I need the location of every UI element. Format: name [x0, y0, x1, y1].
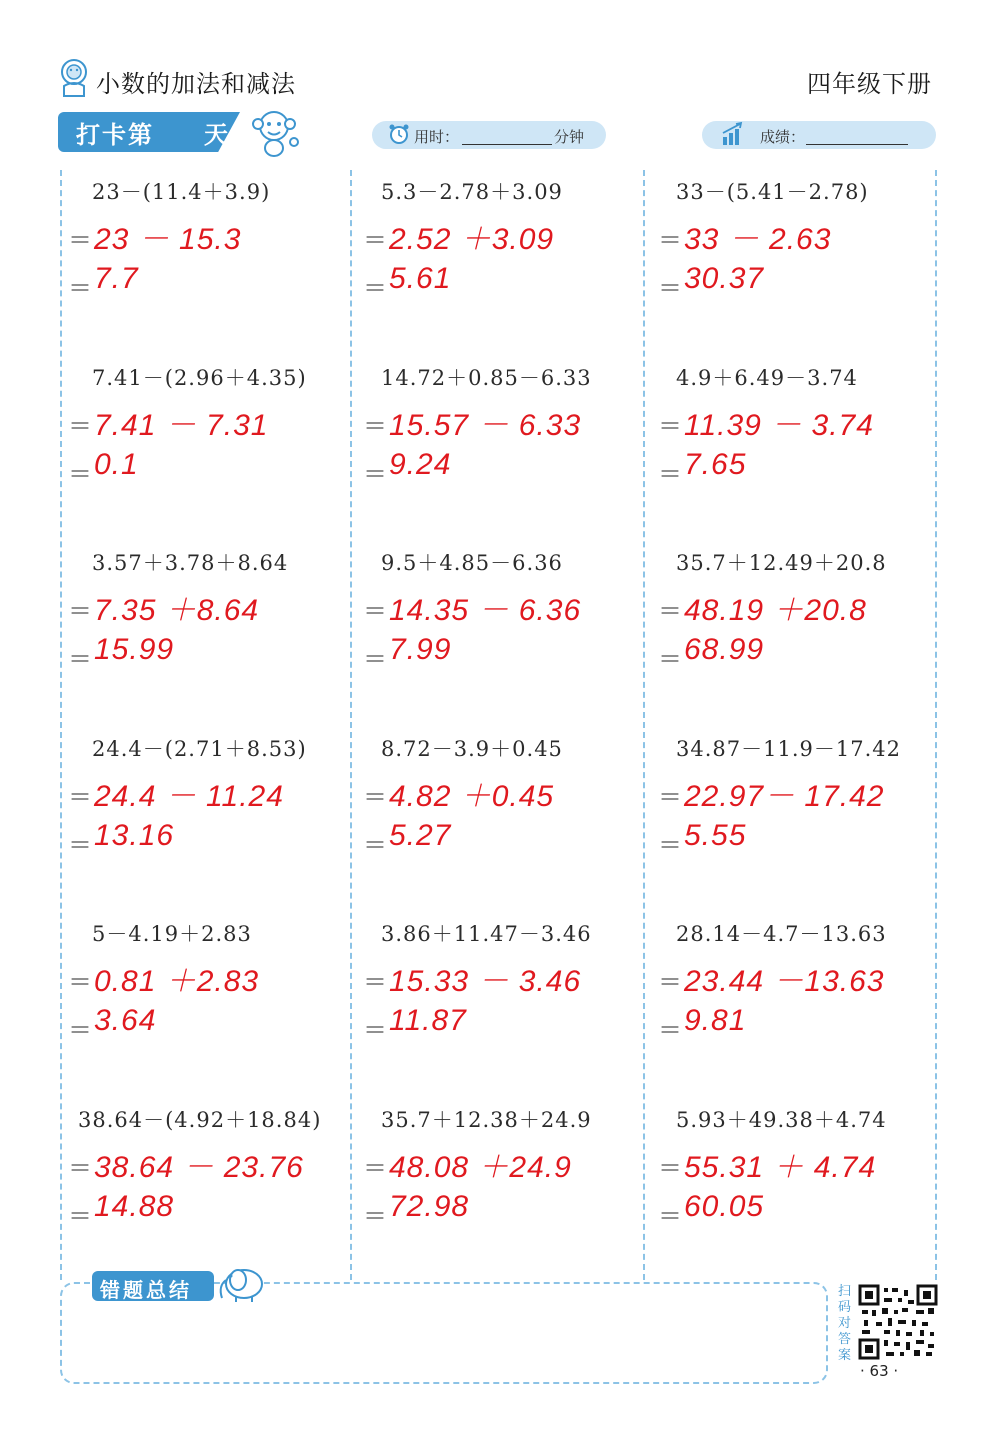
equals-sign: ＝: [363, 968, 387, 996]
handwritten-step: 33 － 2.63: [684, 223, 832, 256]
problem-expression: 4.9＋6.49－3.74: [676, 365, 858, 390]
equals-sign: ＝: [658, 459, 682, 488]
problem-expression: 38.64－(4.92＋18.84): [78, 1107, 322, 1132]
lion-logo-icon: [58, 58, 90, 98]
problem-expression: 7.41－(2.96＋4.35): [92, 365, 307, 390]
right-border-line: [935, 170, 937, 1280]
handwritten-step: 48.19 ＋20.8: [684, 594, 867, 627]
equals-sign: ＝: [658, 274, 682, 302]
elephant-icon: [214, 1262, 270, 1304]
problem-expression: 5.3－2.78＋3.09: [381, 180, 563, 204]
handwritten-step: 24.4 － 11.24: [94, 779, 284, 813]
page-number: · 63 ·: [860, 1362, 899, 1380]
handwritten-step: 14.35 － 6.36: [389, 594, 582, 627]
handwritten-step: 11.39 － 3.74: [684, 408, 874, 442]
time-unit: 分钟: [554, 128, 585, 146]
handwritten-step: 7.35 ＋8.64: [94, 594, 260, 627]
handwritten-answer: 9.24: [389, 447, 452, 481]
score-blank[interactable]: [806, 144, 908, 145]
problem-expression: 35.7＋12.49＋20.8: [676, 551, 887, 575]
equals-sign: ＝: [68, 226, 92, 254]
time-blank[interactable]: [462, 144, 552, 145]
equals-sign: ＝: [68, 1153, 92, 1182]
problem-expression: 8.72－3.9＋0.45: [381, 736, 563, 761]
handwritten-step: 55.31 ＋ 4.74: [684, 1150, 877, 1184]
handwritten-step: 4.82 ＋0.45: [389, 779, 555, 813]
score-label: 成绩：: [760, 128, 806, 146]
equals-sign: ＝: [68, 830, 92, 859]
equals-sign: ＝: [363, 597, 387, 625]
handwritten-step: 23.44 －13.63: [684, 965, 885, 998]
equals-sign: ＝: [658, 645, 682, 673]
equals-sign: ＝: [658, 968, 682, 996]
handwritten-step: 22.97－ 17.42: [684, 779, 885, 813]
equals-sign: ＝: [363, 645, 387, 673]
handwritten-answer: 0.1: [94, 447, 139, 481]
equals-sign: ＝: [68, 274, 92, 302]
handwritten-answer: 5.61: [389, 262, 452, 295]
equals-sign: ＝: [363, 782, 387, 811]
column-divider: [643, 170, 645, 1280]
problem-expression: 9.5＋4.85－6.36: [381, 551, 563, 575]
equals-sign: ＝: [658, 597, 682, 625]
problem-expression: 24.4－(2.71＋8.53): [92, 736, 307, 761]
equals-sign: ＝: [363, 274, 387, 302]
handwritten-step: 0.81 ＋2.83: [94, 965, 260, 998]
handwritten-step: 38.64 － 23.76: [94, 1150, 304, 1184]
equals-sign: ＝: [363, 1153, 387, 1182]
time-label: 用时：: [414, 128, 460, 146]
handwritten-answer: 68.99: [684, 633, 765, 666]
grade-label: 四年级下册: [807, 70, 932, 98]
equals-sign: ＝: [68, 782, 92, 811]
handwritten-answer: 60.05: [684, 1189, 765, 1223]
handwritten-answer: 15.99: [94, 633, 175, 666]
problem-expression: 3.57＋3.78＋8.64: [92, 551, 289, 575]
equals-sign: ＝: [658, 1016, 682, 1044]
equals-sign: ＝: [658, 411, 682, 440]
equals-sign: ＝: [363, 830, 387, 859]
equals-sign: ＝: [658, 226, 682, 254]
equals-sign: ＝: [658, 830, 682, 859]
column-divider: [350, 170, 352, 1280]
handwritten-answer: 72.98: [389, 1189, 470, 1223]
problem-expression: 14.72＋0.85－6.33: [381, 365, 592, 390]
summary-label: 错题总结: [100, 1278, 192, 1302]
handwritten-answer: 7.99: [389, 633, 452, 666]
handwritten-answer: 5.27: [389, 818, 452, 852]
handwritten-step: 23 － 15.3: [94, 223, 242, 256]
qr-code-icon[interactable]: [858, 1284, 938, 1360]
equals-sign: ＝: [363, 226, 387, 254]
problem-expression: 3.86＋11.47－3.46: [381, 922, 592, 946]
handwritten-step: 48.08 ＋24.9: [389, 1150, 572, 1184]
equals-sign: ＝: [68, 597, 92, 625]
equals-sign: ＝: [68, 1201, 92, 1230]
checkin-day-unit: 天: [204, 121, 228, 149]
handwritten-step: 2.52 ＋3.09: [389, 223, 555, 256]
handwritten-step: 15.57 － 6.33: [389, 408, 582, 442]
equals-sign: ＝: [658, 782, 682, 811]
problem-expression: 34.87－11.9－17.42: [676, 736, 901, 761]
checkin-day-label: 打卡第: [76, 121, 154, 149]
equals-sign: ＝: [363, 1201, 387, 1230]
handwritten-answer: 30.37: [684, 262, 765, 295]
handwritten-answer: 7.7: [94, 262, 139, 295]
score-chart-icon: [720, 121, 746, 147]
page-title: 小数的加法和减法: [96, 70, 296, 98]
equals-sign: ＝: [363, 459, 387, 488]
handwritten-answer: 14.88: [94, 1189, 175, 1223]
handwritten-answer: 7.65: [684, 447, 747, 481]
problem-expression: 35.7＋12.38＋24.9: [381, 1107, 592, 1132]
handwritten-answer: 11.87: [389, 1004, 467, 1037]
problem-expression: 5－4.19＋2.83: [92, 922, 252, 946]
equals-sign: ＝: [68, 1016, 92, 1044]
qr-caption: 扫码对答案: [838, 1284, 852, 1363]
equals-sign: ＝: [363, 411, 387, 440]
handwritten-step: 7.41 － 7.31: [94, 408, 269, 442]
handwritten-answer: 3.64: [94, 1004, 157, 1037]
equals-sign: ＝: [68, 459, 92, 488]
equals-sign: ＝: [658, 1153, 682, 1182]
alarm-clock-icon: [388, 123, 410, 145]
problem-expression: 5.93＋49.38＋4.74: [676, 1107, 887, 1132]
equals-sign: ＝: [658, 1201, 682, 1230]
handwritten-step: 15.33 － 3.46: [389, 965, 582, 998]
equals-sign: ＝: [68, 411, 92, 440]
equals-sign: ＝: [363, 1016, 387, 1044]
monkey-mascot-icon: [246, 104, 302, 160]
handwritten-answer: 9.81: [684, 1004, 747, 1037]
problem-expression: 23－(11.4＋3.9): [92, 180, 271, 204]
equals-sign: ＝: [68, 645, 92, 673]
problem-expression: 28.14－4.7－13.63: [676, 922, 887, 946]
problem-expression: 33－(5.41－2.78): [676, 180, 869, 204]
handwritten-answer: 5.55: [684, 818, 747, 852]
left-border-line: [60, 170, 62, 1280]
equals-sign: ＝: [68, 968, 92, 996]
handwritten-answer: 13.16: [94, 818, 175, 852]
